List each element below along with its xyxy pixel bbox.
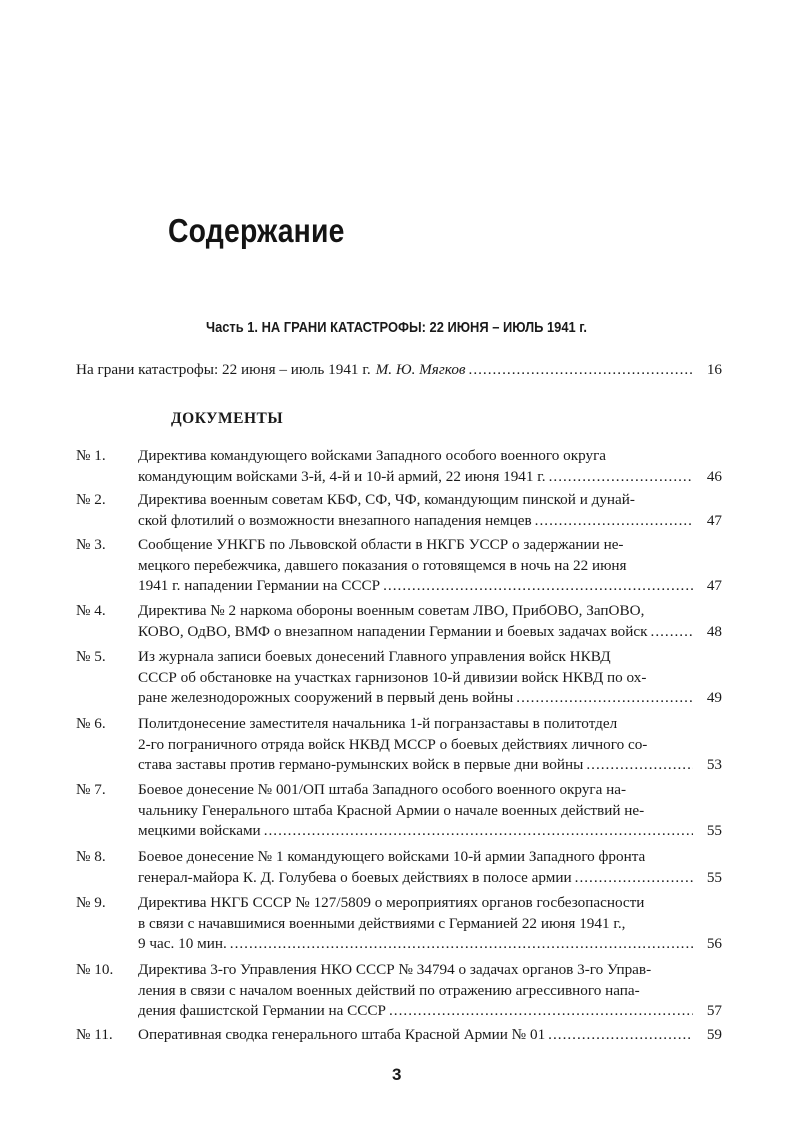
- toc-entry[interactable]: [76, 601, 722, 642]
- entry-page: 57: [706, 1002, 722, 1019]
- entry-line: ране железнодорожных сооружений в первый день войны: [138, 689, 514, 706]
- toc-entry[interactable]: [76, 893, 722, 955]
- entry-page: 55: [706, 822, 722, 839]
- entry-page: 47: [706, 511, 722, 529]
- toc-entry[interactable]: [76, 847, 722, 888]
- leader-dots: [548, 1025, 693, 1046]
- toc-entry[interactable]: [76, 446, 722, 487]
- entry-page: 46: [706, 467, 722, 485]
- leader-dots: [383, 576, 693, 597]
- toc-entry[interactable]: [76, 780, 722, 842]
- entry-line: ской флотилий о возможности внезапного нападения немцев: [138, 511, 532, 529]
- toc-entry[interactable]: [76, 490, 722, 531]
- entry-line: Директива № 2 наркома обороны военным советам ЛВО, ПрибОВО, ЗапОВО,: [138, 602, 645, 619]
- entry-page: 56: [706, 935, 722, 952]
- leader-dots: [575, 868, 693, 889]
- leader-dots: [469, 360, 693, 379]
- intro-text: На грани катастрофы: 22 июня – июль 1941 г.: [76, 361, 371, 378]
- entry-page: 47: [706, 577, 722, 594]
- entry-page: 59: [706, 1026, 722, 1043]
- entry-line: мецкими войсками: [138, 822, 261, 839]
- entry-line: 2-го пограничного отряда войск НКВД МССР о боевых действиях личного со-: [138, 735, 648, 753]
- toc-entry[interactable]: [76, 535, 722, 597]
- entry-number: № 8.: [76, 848, 106, 865]
- leader-dots: [264, 821, 693, 842]
- entry-line: става заставы против германо-румынских войск в первые дни войны: [138, 756, 584, 773]
- entry-line: Боевое донесение № 001/ОП штаба Западного особого военного округа на-: [138, 781, 627, 798]
- entry-number: № 4.: [76, 602, 106, 619]
- entry-page: 48: [706, 622, 722, 640]
- entry-page: 55: [706, 868, 722, 886]
- part-heading: Часть 1. НА ГРАНИ КАТАСТРОФЫ: 22 ИЮНЯ – ИЮЛЬ 1941 г.: [206, 319, 587, 336]
- entry-line: в связи с начавшимися военными действиями с Германией 22 июня 1941 г.,: [138, 914, 626, 932]
- entry-number: № 9.: [76, 894, 106, 911]
- entry-line: СССР об обстановке на участках гарнизонов 10-й дивизии войск НКВД по ох-: [138, 668, 647, 686]
- toc-entry[interactable]: [76, 1025, 722, 1046]
- entry-line: Директива военным советам КБФ, СФ, ЧФ, командующим пинской и дунай-: [138, 491, 635, 508]
- entry-number: № 2.: [76, 491, 106, 508]
- intro-author: М. Ю. Мягков: [375, 361, 466, 378]
- entry-line: мецкого перебежчика, давшего показания о готовящемся в ночь на 22 июня: [138, 556, 627, 574]
- entry-number: № 1.: [76, 447, 106, 464]
- documents-heading: ДОКУМЕНТЫ: [171, 410, 284, 427]
- leader-dots: [651, 622, 693, 643]
- entry-line: ления в связи с началом военных действий по отражению агрессивного напа-: [138, 981, 640, 999]
- entry-number: № 7.: [76, 781, 106, 798]
- entry-number: № 10.: [76, 961, 114, 978]
- leader-dots: [586, 755, 693, 776]
- entry-line: Политдонесение заместителя начальника 1-й погранзаставы в политотдел: [138, 715, 618, 732]
- entry-line: 1941 г. нападении Германии на СССР: [138, 577, 381, 594]
- entry-page: 49: [706, 689, 722, 706]
- entry-line: Директива командующего войсками Западного особого военного округа: [138, 447, 607, 464]
- leader-dots: [535, 511, 693, 532]
- entry-line: Директива 3-го Управления НКО СССР № 34794 о задачах органов 3-го Управ-: [138, 961, 652, 978]
- leader-dots: [516, 688, 693, 709]
- entry-line: Сообщение УНКГБ по Львовской области в НКГБ УССР о задержании не-: [138, 536, 624, 553]
- page-number: 3: [392, 1065, 402, 1084]
- entry-number: № 11.: [76, 1026, 113, 1043]
- intro-page: 16: [706, 361, 722, 378]
- entry-line: Директива НКГБ СССР № 127/5809 о мероприятиях органов госбезопасности: [138, 894, 645, 911]
- leader-dots: [389, 1001, 693, 1022]
- intro-entry[interactable]: [76, 360, 722, 379]
- entry-number: № 3.: [76, 536, 106, 553]
- entry-line: Оперативная сводка генерального штаба Красной Армии № 01: [138, 1026, 546, 1043]
- toc-entry[interactable]: [76, 714, 722, 776]
- entry-line: генерал-майора К. Д. Голубева о боевых действиях в полосе армии: [138, 868, 572, 886]
- toc-entry[interactable]: [76, 960, 722, 1022]
- entry-number: № 5.: [76, 648, 106, 665]
- entry-line: КОВО, ОдВО, ВМФ о внезапном нападении Германии и боевых задачах войск: [138, 622, 648, 640]
- entry-line: командующим войсками 3-й, 4-й и 10-й армий, 22 июня 1941 г.: [138, 467, 546, 485]
- page-title: Содержание: [168, 212, 345, 249]
- entry-number: № 6.: [76, 715, 106, 732]
- leader-dots: [230, 934, 693, 955]
- entry-line: Из журнала записи боевых донесений Главного управления войск НКВД: [138, 648, 611, 665]
- entry-page: 53: [706, 756, 722, 773]
- leader-dots: [549, 467, 693, 488]
- entry-line: 9 час. 10 мин.: [138, 935, 227, 952]
- entry-line: дения фашистской Германии на СССР: [138, 1002, 386, 1019]
- toc-entry[interactable]: [76, 647, 722, 709]
- entry-line: чальнику Генерального штаба Красной Армии о начале военных действий не-: [138, 801, 645, 819]
- entry-line: Боевое донесение № 1 командующего войсками 10-й армии Западного фронта: [138, 848, 646, 865]
